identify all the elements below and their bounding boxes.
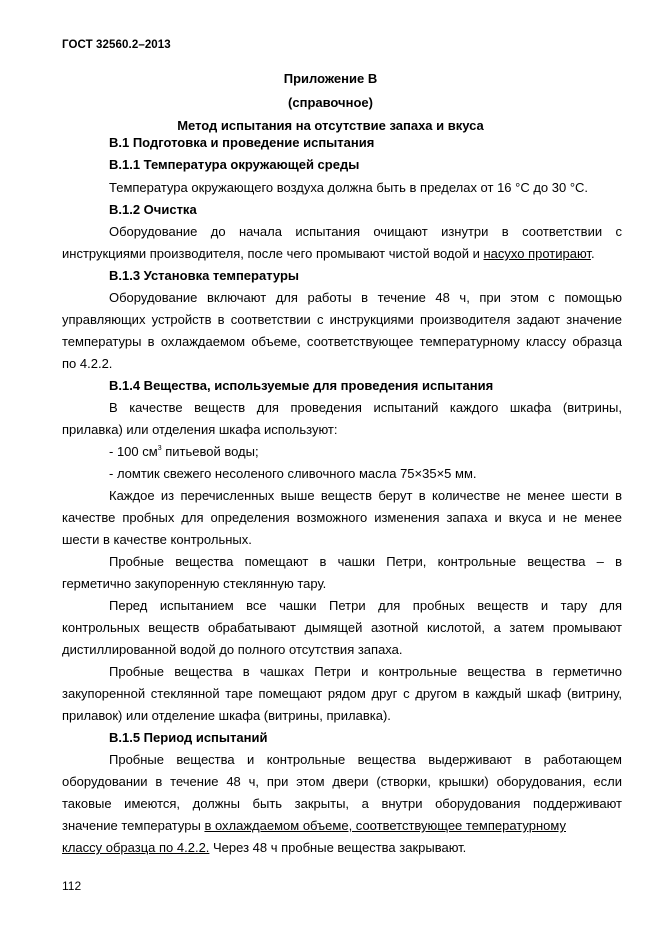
heading-b15: В.1.5 Период испытаний [109, 730, 268, 745]
b12-line-1: Оборудование до начала испытания очищают изнутри в соответствии с [109, 224, 622, 239]
b14-p2-line-3: шести в качестве контрольных. [62, 532, 252, 547]
b14-p4-line-2: контрольных веществ обрабатывают дымящей азотной кислотой, а затем промывают [62, 620, 622, 635]
b12-underlined-text: насухо протирают [483, 246, 591, 261]
b14-list-item-2: - ломтик свежего несоленого сливочного масла 75×35×5 мм. [109, 466, 477, 481]
heading-b11: В.1.1 Температура окружающей среды [109, 157, 360, 172]
b13-line-3: температуры в охлаждаемом объеме, соответствующее температурному классу образца [62, 334, 622, 349]
document-header: ГОСТ 32560.2–2013 [62, 39, 171, 51]
b15-line-5 [62, 840, 622, 855]
b14-item-1-sup: 3 [157, 445, 162, 452]
b14-list-item-1 [109, 444, 622, 459]
heading-b12: В.1.2 Очистка [109, 202, 197, 217]
appendix-kind: (справочное) [288, 95, 373, 110]
b14-p5-line-1: Пробные вещества в чашках Петри и контрольные вещества в герметично [109, 664, 622, 679]
appendix-title: Приложение В [283, 71, 378, 86]
b14-line-2: прилавка) или отделения шкафа используют: [62, 422, 338, 437]
b14-p2-line-1: Каждое из перечисленных выше веществ берут в количестве не менее шести в [109, 488, 622, 503]
b14-p5-line-2: закупоренной стеклянной таре помещают рядом друг с другом в каждый шкаф (витрину, [62, 686, 622, 701]
b12-line-2-text: инструкциями производителя, после чего промывают чистой водой и [62, 246, 484, 261]
b14-p4-line-1: Перед испытанием все чашки Петри для пробных веществ и тару для [109, 598, 622, 613]
b14-p4-line-3: дистиллированной водой до полного отсутствия запаха. [62, 642, 403, 657]
b14-item-1-end: питьевой воды; [161, 444, 259, 459]
b15-line-4 [62, 818, 622, 833]
appendix-name: Метод испытания на отсутствие запаха и вкуса [177, 118, 484, 133]
heading-b13: В.1.3 Установка температуры [109, 268, 299, 283]
page-number: 112 [62, 879, 82, 893]
b14-p5-line-3: прилавок) или отделение шкафа (витрины, прилавка). [62, 708, 391, 723]
b15-line-3: таковые имеются, должны быть закрыты, а внутри оборудования поддерживают [62, 796, 622, 811]
heading-b1: В.1 Подготовка и проведение испытания [109, 135, 375, 150]
b13-line-2: управляющих устройств в соответствии с инструкциями производителя задают значение [62, 312, 622, 327]
b15-line-2: оборудовании в течение 48 ч, при этом двери (створки, крышки) оборудования, если [62, 774, 622, 789]
b15-line-4-text: значение температуры [62, 818, 205, 833]
b12-line-2 [62, 246, 622, 261]
b13-line-4: по 4.2.2. [62, 356, 113, 371]
heading-b14: В.1.4 Вещества, используемые для проведения испытания [109, 378, 494, 393]
b13-line-1: Оборудование включают для работы в течение 48 ч, при этом с помощью [109, 290, 622, 305]
b15-underlined-text-2: классу образца по 4.2.2. [62, 840, 210, 855]
b14-p3-line-1: Пробные вещества помещают в чашки Петри, контрольные вещества – в [109, 554, 622, 569]
b11-text: Температура окружающего воздуха должна быть в пределах от 16 °С до 30 °С. [109, 180, 589, 195]
b12-line-2-end: . [590, 246, 595, 261]
b14-line-1: В качестве веществ для проведения испытаний каждого шкафа (витрины, [109, 400, 622, 415]
b15-underlined-text-1: в охлаждаемом объеме, соответствующее температурному [204, 818, 566, 833]
b15-line-1: Пробные вещества и контрольные вещества выдерживают в работающем [109, 752, 622, 767]
b15-line-5-end: Через 48 ч пробные вещества закрывают. [209, 840, 467, 855]
b14-p3-line-2: герметично закупоренную стеклянную тару. [62, 576, 327, 591]
b14-p2-line-2: качестве пробных для определения возможного изменения запаха и вкуса и не менее [62, 510, 622, 525]
b14-item-1-text: - 100 см [109, 444, 158, 459]
